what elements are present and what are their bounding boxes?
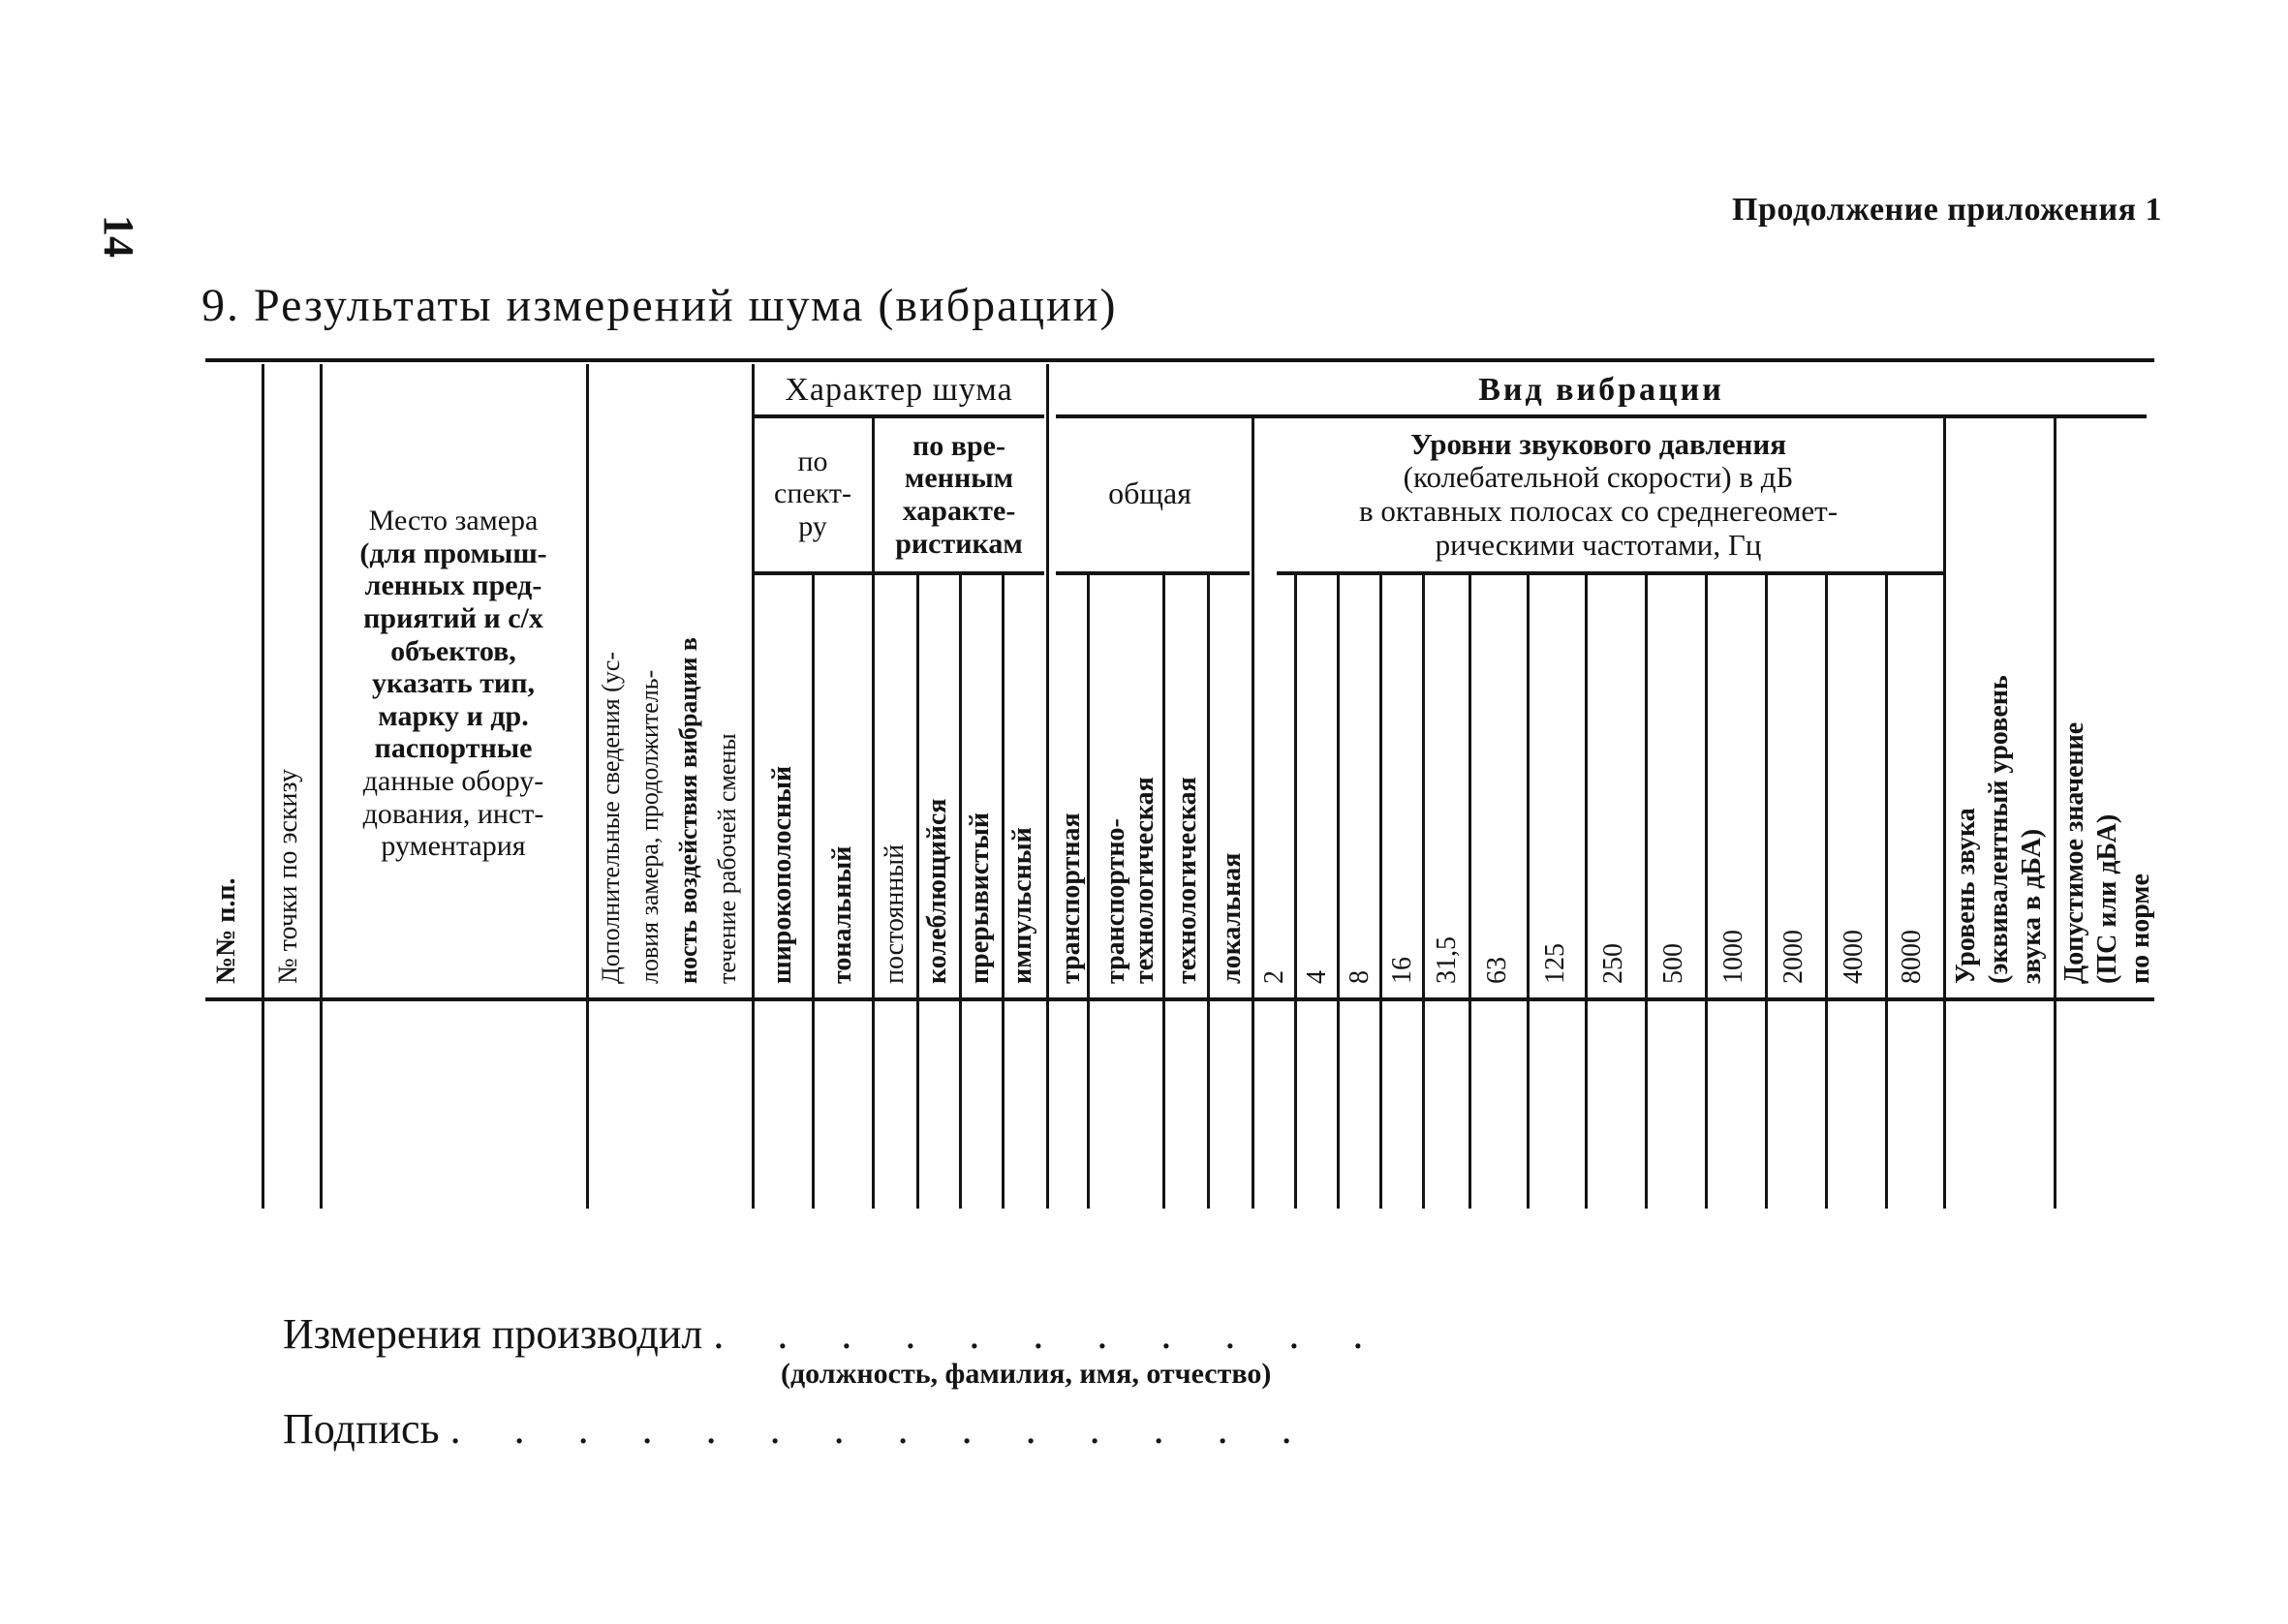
header-noise-character: Характер шума	[785, 371, 1013, 408]
header-frequency: 2	[1259, 970, 1289, 984]
subheader-rule-general	[1056, 571, 1250, 575]
header-by-spectrum-line: ру	[798, 509, 827, 542]
col-line	[1943, 418, 1946, 1209]
header-by-time-line: характе-	[902, 495, 1016, 527]
header-place-line: ленных пред-	[364, 569, 542, 602]
measured-by-dots: . . . . . . . . . . .	[713, 1310, 1385, 1358]
header-levels-line: в октавных полосах со среднегеомет-	[1358, 494, 1839, 528]
header-intermittent: прерывистый	[965, 812, 995, 984]
col-line	[262, 364, 264, 1209]
col-line	[1705, 575, 1708, 1209]
header-frequency: 31,5	[1432, 936, 1462, 984]
header-place-line: (для промыш-	[359, 536, 547, 569]
col-line	[916, 575, 919, 1209]
header-constant: постоянный	[880, 843, 910, 984]
header-frequency: 16	[1387, 957, 1417, 984]
header-place-line: рументария	[381, 830, 526, 863]
header-local: локальная	[1217, 852, 1247, 984]
header-num: №№ п.п.	[211, 877, 241, 984]
header-place-line: данные обору-	[362, 764, 544, 797]
col-line	[1294, 575, 1297, 1209]
header-permissible-line: (ПС или дБА)	[2092, 813, 2122, 984]
header-levels-line: (колебательной скорости) в дБ	[1403, 460, 1794, 495]
header-place-line: дования, инст-	[362, 797, 544, 830]
header-transport-tech-line: транспортно-	[1100, 818, 1130, 984]
header-additional-line: течение рабочей смены	[713, 733, 741, 984]
header-levels-line: рическими частотами, Гц	[1435, 527, 1762, 562]
col-line	[2054, 418, 2056, 1209]
header-vibration-type: Вид вибрации	[1478, 371, 1724, 408]
col-line	[320, 364, 323, 1209]
signature-label: Подпись	[283, 1405, 440, 1453]
header-bottom-rule	[205, 997, 2154, 1001]
col-line	[1162, 575, 1165, 1209]
header-sound-level-line: звука в дБА)	[2017, 828, 2047, 984]
header-permissible-line: Допустимое значение	[2059, 721, 2089, 984]
header-levels	[1255, 422, 1941, 567]
header-place-line: паспортные	[374, 732, 533, 765]
header-transport-tech-line: технологическая	[1129, 777, 1159, 984]
header-place	[324, 480, 583, 887]
header-frequency: 1000	[1718, 930, 1748, 984]
header-by-spectrum-line: спект-	[774, 477, 851, 510]
header-impulse: импульсный	[1007, 827, 1037, 984]
header-frequency: 500	[1658, 943, 1688, 984]
header-frequency: 8	[1345, 970, 1375, 984]
signature-line	[283, 1404, 1314, 1454]
col-line	[812, 575, 815, 1209]
header-additional-line: ловия замера, продолжитель-	[635, 669, 664, 984]
col-line	[1585, 575, 1588, 1209]
header-frequency: 250	[1598, 943, 1628, 984]
noise-header-rule	[754, 414, 1044, 418]
header-sound-level-line: Уровень звука	[1951, 808, 1981, 984]
header-frequency: 2000	[1778, 930, 1809, 984]
col-line	[1825, 575, 1828, 1209]
col-line	[1337, 575, 1340, 1209]
subheader-rule-levels	[1277, 571, 1945, 575]
header-place-line: объектов,	[390, 634, 516, 667]
header-by-time	[874, 422, 1044, 567]
col-line	[1422, 575, 1425, 1209]
header-place-line: марку и др.	[378, 699, 529, 732]
header-additional-line: Дополнительные сведения (ус-	[597, 651, 625, 984]
measured-by-label: Измерения производил	[283, 1310, 703, 1358]
col-line	[1527, 575, 1530, 1209]
col-line	[752, 364, 755, 1209]
header-general: общая	[1108, 475, 1191, 511]
col-line	[1469, 575, 1471, 1209]
header-place-line: указать тип,	[371, 667, 536, 700]
header-point: № точки по эскизу	[273, 768, 303, 984]
header-levels-line: Уровни звукового давления	[1410, 426, 1786, 461]
vibration-header-rule	[1056, 414, 2147, 418]
header-by-spectrum-line: по	[797, 444, 828, 477]
col-line	[1087, 575, 1090, 1209]
col-line	[1046, 364, 1049, 1209]
col-line	[1765, 575, 1768, 1209]
page-number: 14	[95, 215, 142, 258]
header-sound-level-line: (эквивалентный уровень	[1984, 675, 2014, 984]
header-by-time-line: по вре-	[912, 429, 1005, 462]
header-by-time-line: ристикам	[895, 527, 1023, 560]
header-transport: транспортная	[1056, 812, 1086, 984]
header-frequency: 4	[1302, 970, 1332, 984]
col-line	[586, 364, 589, 1209]
table-top-rule	[205, 358, 2154, 362]
header-frequency: 125	[1540, 943, 1570, 984]
col-line	[1252, 418, 1254, 1209]
header-by-spectrum	[756, 426, 870, 562]
col-line	[1645, 575, 1648, 1209]
col-line	[1002, 575, 1005, 1209]
col-line	[1379, 575, 1382, 1209]
header-oscillating: колеблющийся	[922, 798, 952, 984]
header-technological: технологическая	[1172, 777, 1202, 984]
section-title: 9. Результаты измерений шума (вибрации)	[201, 280, 1118, 331]
signature-dots: . . . . . . . . . . . . . .	[449, 1405, 1314, 1453]
header-broadband: широкополосный	[767, 765, 797, 984]
col-line	[959, 575, 962, 1209]
header-place-line: приятий и с/х	[363, 602, 543, 635]
header-by-time-line: менным	[904, 462, 1014, 495]
measured-by-note: (должность, фамилия, имя, отчество)	[781, 1358, 1272, 1390]
col-line	[1207, 575, 1210, 1209]
header-additional-line: ность воздействия вибрации в	[674, 637, 702, 984]
header-frequency: 8000	[1897, 930, 1927, 984]
header-frequency: 63	[1482, 957, 1512, 984]
col-line	[1885, 575, 1888, 1209]
subheader-rule-noise	[754, 571, 1044, 575]
header-frequency: 4000	[1839, 930, 1869, 984]
header-place-line: Место замера	[368, 505, 539, 537]
header-permissible-line: по норме	[2125, 873, 2155, 984]
running-head: Продолжение приложения 1	[1732, 192, 2162, 228]
measured-by-line	[283, 1309, 1384, 1359]
header-tonal: тональный	[827, 845, 857, 984]
